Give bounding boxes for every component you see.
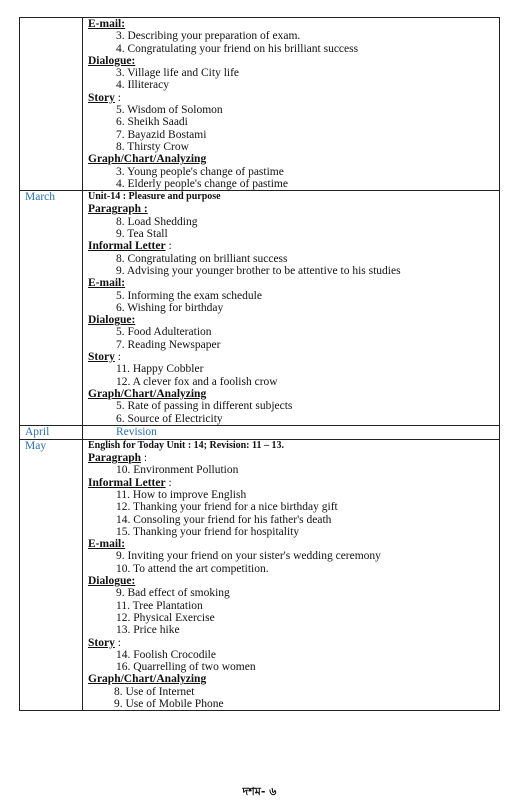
- month-cell: [20, 18, 83, 191]
- list-item: 15. Thanking your friend for hospitality: [116, 525, 300, 538]
- list-item: 8. Thirsty Crow: [116, 140, 189, 153]
- section-heading: [88, 240, 499, 252]
- list-item: 11. Tree Plantation: [116, 599, 203, 612]
- month-cell: March: [20, 191, 83, 426]
- section-heading-suffix: :: [165, 476, 172, 489]
- section-heading: [88, 277, 499, 289]
- month-cell: April: [20, 425, 83, 439]
- list-item: 3. Village life and City life: [116, 67, 240, 80]
- section-heading-label: E-mail:: [88, 277, 126, 290]
- unit-title: English for Today Unit : 14; Revision: 11 – 13.: [88, 439, 284, 451]
- list-item: 4. Congratulating your friend on his brilliant success: [116, 42, 359, 55]
- section-heading: [88, 637, 499, 649]
- section-heading-suffix: :: [165, 240, 172, 253]
- list-item: 8. Congratulating on brilliant success: [116, 252, 288, 265]
- list-item: 7. Reading Newspaper: [116, 338, 221, 351]
- syllabus-row: [20, 18, 500, 191]
- list-item: 9. Tea Stall: [116, 228, 168, 241]
- section-heading: [88, 153, 499, 165]
- section-heading-label: E-mail:: [88, 18, 126, 30]
- section-heading-suffix: :: [114, 636, 121, 649]
- list-item: 7. Bayazid Bostami: [116, 128, 207, 141]
- section-heading-label: Paragraph :: [88, 203, 148, 216]
- section-heading-label: Dialogue:: [88, 575, 136, 588]
- content-cell: [83, 18, 500, 191]
- section-heading-label: Graph/Chart/Analyzing: [88, 673, 207, 686]
- section-heading-label: Story: [88, 636, 115, 649]
- list-item: 9. Inviting your friend on your sister's wedding ceremony: [116, 550, 381, 563]
- list-item: 3. Young people's change of pastime: [116, 165, 284, 178]
- section-heading: [88, 538, 499, 550]
- revision-label: Revision: [116, 425, 157, 438]
- list-item: 5. Rate of passing in different subjects: [116, 400, 293, 413]
- section-heading: [88, 55, 499, 67]
- section-heading-label: E-mail:: [88, 538, 126, 551]
- section-heading: [88, 388, 499, 400]
- section-heading-label: Dialogue:: [88, 314, 136, 327]
- section-heading-suffix: :: [114, 351, 121, 364]
- page-footer: দশম- ৬: [242, 785, 277, 798]
- section-heading-suffix: :: [114, 91, 121, 104]
- section-heading: [88, 314, 499, 326]
- list-item: 5. Wisdom of Solomon: [116, 104, 223, 117]
- section-heading-label: Graph/Chart/Analyzing: [88, 153, 207, 166]
- list-item: 14. Consoling your friend for his father's death: [116, 513, 332, 526]
- list-item: 5. Food Adulteration: [116, 326, 212, 339]
- list-item: 6. Source of Electricity: [116, 412, 223, 425]
- syllabus-row: [20, 439, 500, 711]
- section-heading: [88, 477, 499, 489]
- section-heading: [88, 575, 499, 587]
- section-heading: [88, 673, 499, 685]
- section-heading: [88, 351, 499, 363]
- list-item: 3. Describing your preparation of exam.: [116, 30, 301, 43]
- syllabus-table-body: [20, 18, 500, 711]
- section-heading: [88, 452, 499, 464]
- section-heading-label: Dialogue:: [88, 54, 136, 67]
- list-item: 16. Quarrelling of two women: [116, 661, 256, 674]
- list-item: 4. Illiteracy: [116, 79, 170, 92]
- list-item: 5. Informing the exam schedule: [116, 289, 262, 302]
- section-heading-suffix: :: [141, 452, 148, 465]
- content-cell: [83, 439, 500, 711]
- list-item: 10. To attend the art competition.: [116, 562, 269, 575]
- section-heading: [88, 18, 499, 30]
- list-item: 12. Thanking your friend for a nice birthday gift: [116, 501, 338, 514]
- list-item: 12. A clever fox and a foolish crow: [116, 375, 278, 388]
- section-heading: [88, 92, 499, 104]
- list-item: 6. Wishing for birthday: [116, 301, 224, 314]
- list-item: 11. How to improve English: [116, 488, 247, 501]
- content-cell: [83, 191, 500, 426]
- section-heading-label: Informal Letter: [88, 240, 166, 253]
- list-item: 8. Use of Internet: [114, 685, 195, 698]
- list-item: 8. Load Shedding: [116, 215, 198, 228]
- list-item: 9. Bad effect of smoking: [116, 587, 230, 600]
- section-heading-label: Informal Letter: [88, 476, 166, 489]
- list-item: 14. Foolish Crocodile: [116, 648, 216, 661]
- list-item: 9. Advising your younger brother to be attentive to his studies: [116, 264, 401, 277]
- list-item: 12. Physical Exercise: [116, 611, 215, 624]
- list-item: 10. Environment Pollution: [116, 464, 239, 477]
- list-item: 9. Use of Mobile Phone: [114, 698, 224, 711]
- syllabus-table: [19, 17, 500, 711]
- section-heading-label: Story: [88, 91, 115, 104]
- section-heading-label: Paragraph: [88, 452, 142, 465]
- syllabus-row: [20, 191, 500, 426]
- syllabus-row: [20, 425, 500, 439]
- month-cell: May: [20, 439, 83, 711]
- list-item: 6. Sheikh Saadi: [116, 116, 188, 129]
- list-item: 11. Happy Cobbler: [116, 363, 204, 376]
- list-item: 4. Elderly people's change of pastime: [116, 177, 288, 190]
- section-heading: [88, 203, 499, 215]
- list-item: 13. Price hike: [116, 624, 180, 637]
- content-cell: [83, 425, 500, 439]
- section-heading-label: Graph/Chart/Analyzing: [88, 387, 207, 400]
- section-heading-label: Story: [88, 351, 115, 364]
- unit-title: Unit-14 : Pleasure and purpose: [88, 191, 221, 203]
